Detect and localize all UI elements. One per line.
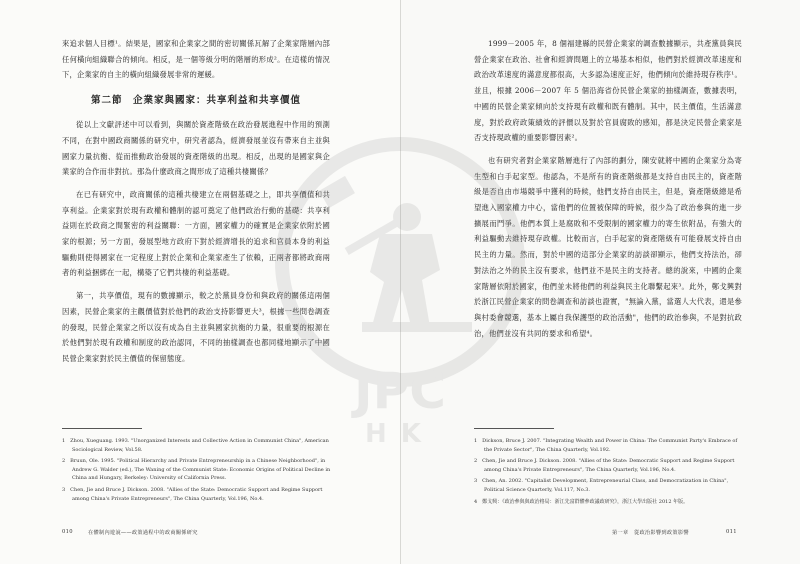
- paragraph: 從以上文獻評述中可以看到，與關於資產階級在政治發展進程中作用的預測不同，在對中國政商關係的研究中，研究者認為，經濟發展並沒有帶來自主並與國家力量抗衡、從而推動政治發展的資產階級的出現。相反，出現的是國家與企業家的合作而非對抗。那為什麼政商之間形成了這種共棲關係？: [62, 120, 330, 177]
- page-number: 011: [726, 529, 737, 535]
- running-title: 在體制內遊說——政策過程中的政商關係研究: [88, 530, 198, 536]
- left-footnotes: [62, 437, 332, 506]
- right-page-body: [474, 36, 742, 341]
- footnote: 4 鄭戈興：《政治參與與政治格局：浙江先富群體參政議政研究》，浙江大學出版社 2012 年版。: [474, 498, 689, 505]
- footnote-rule: [474, 428, 554, 429]
- footnote: 1 Zhou, Xueguang. 1993. "Unorganized Interests and Collective Action in Communist China", American Sociological Review, Vol.58.: [62, 438, 329, 453]
- page-number: 010: [62, 529, 73, 535]
- paragraph: 第一，共享價值，現有的數據顯示，較之於黨員身份和與政府的關係這兩個因素，民營企業家的主觀價值對於他們的政治支持影響更大³，根據一些問卷調查的發現，民營企業家之所以沒有成為自主並與國家抗衡的力量，很重要的根源在於他們對於現有政權和制度的政治認同，不同的抽樣調查也都同樣地顯示了中國民營企業家對於民主價值的保留態度。: [62, 291, 330, 363]
- section-heading: 第二節 企業家與國家：共享利益和共享價值: [90, 95, 301, 107]
- footnote: 2 Bruun, Ole. 1995. "Political Hierarchy and Private Entrepreneurship in a Chinese Neighborhood", in Andrew G. Walder (ed.), The Waning of the Communist State: Economic Origins of Political Decline in China and Hungary, Berkeley: University of California Press.: [62, 458, 331, 482]
- footnote: 3 Chen, An. 2002. "Capitalist Development, Entrepreneurial Class, and Democratization in China", Political Science Quarterly, Vol.117, No.3.: [474, 478, 729, 493]
- paragraph: 也有研究者對企業家階層進行了內部的劃分，陳安就將中國的企業家分為寄生型和白手起家型。他認為，不是所有的資產階級都是支持自由民主的，資產階級是否自由市場競爭中獲利的時候，他們支持自由民主，但是，資產階級總是希望進入國家權力中心，當他們的位置被保障的時候，很少為了政治參與的進一步擴展而鬥爭。他們本質上是腐敗和不受限制的國家權力的寄生依附品，有強大的利益驅動去維持現存政權。比較而言，白手起家的資產階級有可能發展支持自由民主的力量。然而，對於中國的這部分企業家的訪談卻顯示，他們支持法治，卻對法治之外的民主沒有要求，他們並不是民主的支持者。總的說來，中國的企業家階層依附於國家，他們並未將他們的利益與民主化聯繫起來³。此外，鄭戈興對於浙江民營企業家的問卷調查和訪談也證實，"無論入黨，當選人大代表，還是參與村委會競選，基本上屬自我保護型的政治活動"，他們的政治參與，不是對抗政治，他們並沒有共同的要求和希望⁴。: [474, 155, 742, 338]
- right-footnotes: [474, 437, 742, 509]
- footnote: 3 Chen, Jie and Bruce J. Dickson. 2008. "Allies of the State: Democratic Support and Regime Support among China's Private Entrepreneurs", The China Quarterly, Vol.196, No.4.: [62, 486, 323, 502]
- footnote: 2 Chen, Jie and Bruce J. Dickson. 2008. "Allies of the State: Democratic Support and Regime Support among China's Private Entrepreneurs", The China Quarterly, Vol.196, No.4.: [474, 458, 735, 473]
- paragraph: 在已有研究中，政商關係的這種共棲建立在兩個基礎之上，即共享價值和共享利益。企業家對於現有政權和體制的認可奠定了他們政治行動的基礎：共享利益則在於政商之間緊密的利益關聯：一方面，國家權力的確實是企業家依附於國家的根源；另一方面，發展型地方政府下對於經濟增長的追求和官員本身的利益驅動則使得國家在一定程度上對於企業和企業家產生了依賴，正兩者都將政商兩者的利益捆綁在一起，構築了它們共棲的利益基礎。: [62, 189, 330, 278]
- paragraph: 來追求個人目標¹。結果是，國家和企業家之間的密切關係瓦解了企業家階層內部任何橫向組織聯合的傾向。相反，是一個等級分明的階層的形成²。在這樣的情況下，企業家的自主的橫向組織發展非常的遲緩。: [62, 39, 330, 80]
- footnote: 1 Dickson, Bruce J. 2007. "Integrating Wealth and Power in China: The Communist Party's Embrace of the Private Sector", The China Quarterly, Vol.192.: [474, 438, 738, 453]
- running-title: 第一章 從政治影響到政策影響: [612, 530, 689, 536]
- paragraph: 1999－2005 年，8 個福建縣的民營企業家的調查數據顯示，共產黨員與民營企業家在政治、社會和經濟問題上的立場基本相似，他們對於經濟改革速度和政治改革速度的滿意度都很高，大多認為速度正好，他們傾向於維持現存秩序¹。並且，根據 2006－2007 年 5 個沿海省份民營企業家的抽樣調查，數據表明，中國的民營企業家傾向於支持現有政權和既有體制。其中，民主價值，生活滿意度，對於政府政策績效的評價以及對於官員腐敗的感知，都是決定民營企業家是否支持現政權的重要影響因素²。: [474, 39, 742, 143]
- footnote-rule: [62, 428, 142, 429]
- left-page-body: [62, 36, 330, 367]
